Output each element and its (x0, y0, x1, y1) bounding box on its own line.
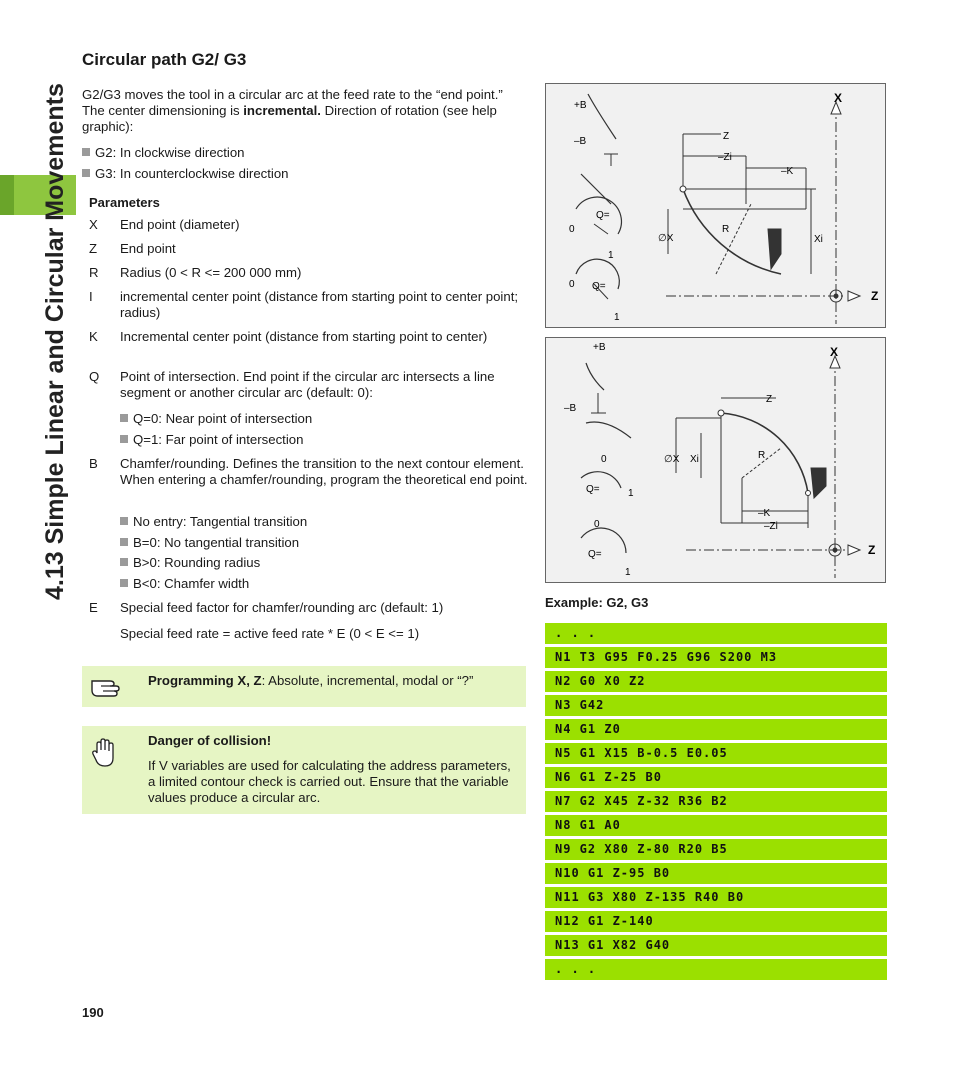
collision-warning-note (82, 726, 526, 814)
q-one-label: 1 (608, 250, 614, 261)
code-line: N9 G2 X80 Z-80 R20 B5 (545, 839, 887, 860)
collision-warning-text: If V variables are used for calculating the address parameters, a limited contour check is carried out. Ensure that the variable values produce a circular arc. (148, 758, 511, 805)
bullet-square-icon (120, 517, 128, 525)
bullet-g3 (82, 166, 289, 182)
g2-help-graphic (545, 83, 886, 328)
dim-r-label: R (722, 224, 730, 235)
warning-hand-icon (92, 738, 118, 775)
chapter-side-title (16, 0, 69, 1091)
bullet-square-icon (120, 414, 128, 422)
b-option-3 (120, 576, 249, 592)
dim-diameter-x-label: ∅X (664, 454, 680, 465)
code-line: N13 G1 X82 G40 (545, 935, 887, 956)
q-label: Q= (586, 484, 600, 495)
bullet-square-icon (82, 148, 90, 156)
dim-z-label: Z (766, 394, 773, 405)
param-desc: Radius (0 < R <= 200 000 mm) (120, 265, 302, 280)
chapter-tab-edge (0, 175, 14, 215)
param-desc: Special feed factor for chamfer/rounding arc (default: 1) (120, 600, 444, 615)
pointing-hand-icon (90, 675, 124, 704)
q-zero-label-2: 0 (569, 279, 575, 290)
programming-note-text (148, 673, 518, 689)
b-option-text: No entry: Tangential transition (133, 514, 308, 529)
code-line: N5 G1 X15 B-0.5 E0.05 (545, 743, 887, 764)
param-key: I (89, 289, 93, 304)
bullet-text: G3: In counterclockwise direction (95, 166, 289, 181)
code-line: N2 G0 X0 Z2 (545, 671, 887, 692)
section-heading: Circular path G2/ G3 (82, 50, 247, 69)
q-zero-label-2: 0 (594, 519, 600, 530)
g3-help-graphic (545, 337, 886, 583)
param-desc: Incremental center point (distance from starting point to center) (120, 329, 488, 344)
z-axis-label: Z (871, 289, 879, 303)
dim-zi-label: –Zi (764, 521, 778, 532)
dim-z-label: Z (723, 131, 730, 142)
code-line: . . . (545, 623, 887, 644)
bullet-square-icon (120, 558, 128, 566)
intro-text-2: Direction of rotation (see help graphic): (82, 103, 497, 134)
plus-b-label: +B (593, 342, 606, 353)
q-one-label: 1 (628, 488, 634, 499)
bullet-g2 (82, 145, 245, 161)
g2-diagram (546, 84, 885, 327)
param-key: Q (89, 369, 100, 384)
dim-k-label: –K (758, 508, 771, 519)
z-axis-label: Z (868, 543, 876, 557)
param-key: Z (89, 241, 98, 256)
minus-b-label: –B (564, 403, 577, 414)
b-option-0 (120, 514, 307, 530)
q-label-2: Q= (588, 549, 602, 560)
q-option-text: Q=1: Far point of intersection (133, 432, 304, 447)
code-line: N12 G1 Z-140 (545, 911, 887, 932)
q-option-text: Q=0: Near point of intersection (133, 411, 313, 426)
param-key: B (89, 456, 98, 471)
param-desc: Point of intersection. End point if the circular arc intersects a line segment or another circular arc (default: 0): (120, 369, 495, 400)
q-label-2: Q= (592, 281, 606, 292)
dim-k-label: –K (781, 166, 794, 177)
g3-diagram (546, 338, 885, 582)
b-option-1 (120, 535, 299, 551)
bullet-square-icon (82, 169, 90, 177)
bullet-square-icon (120, 435, 128, 443)
param-key: E (89, 600, 98, 615)
code-line: N1 T3 G95 F0.25 G96 S200 M3 (545, 647, 887, 668)
x-axis-label: X (830, 345, 839, 359)
q-one-label-2: 1 (614, 312, 620, 323)
param-desc: Chamfer/rounding. Defines the transition to the next contour element. When entering a chamfer/rounding, program the theoretical end point. (120, 456, 528, 487)
programming-note-bold: Programming X, Z (148, 673, 262, 688)
programming-note (82, 666, 526, 707)
intro-bold: incremental. (243, 103, 321, 118)
x-axis-label: X (834, 91, 843, 105)
chapter-side-title-text: 4.13 Simple Linear and Circular Movements (41, 83, 69, 600)
param-desc: End point (120, 241, 176, 256)
bullet-square-icon (120, 538, 128, 546)
q-one-label-2: 1 (625, 567, 631, 578)
b-option-2 (120, 555, 260, 571)
parameters-heading: Parameters (89, 195, 160, 210)
b-option-text: B<0: Chamfer width (133, 576, 250, 591)
e-formula: Special feed rate = active feed rate * E (0 < E <= 1) (120, 626, 420, 641)
code-line: N3 G42 (545, 695, 887, 716)
dim-xi-label: Xi (690, 454, 699, 465)
dim-zi-label: –Zi (718, 152, 732, 163)
code-line: N10 G1 Z-95 B0 (545, 863, 887, 884)
intro-paragraph (82, 87, 527, 135)
dim-r-label: R (758, 450, 766, 461)
param-key: X (89, 217, 98, 232)
b-option-text: B>0: Rounding radius (133, 555, 261, 570)
code-line: N8 G1 A0 (545, 815, 887, 836)
code-line: N11 G3 X80 Z-135 R40 B0 (545, 887, 887, 908)
dim-xi-label: Xi (814, 234, 823, 245)
dim-diameter-x-label: ∅X (658, 233, 674, 244)
plus-b-label: +B (574, 100, 587, 111)
param-desc: incremental center point (distance from starting point to center point; radius) (120, 289, 519, 320)
b-option-text: B=0: No tangential transition (133, 535, 300, 550)
q-label: Q= (596, 210, 610, 221)
param-key: K (89, 329, 98, 344)
intro-text-1: G2/G3 moves the tool in a circular arc at the feed rate to the “end point.” The center dimensioning is (82, 87, 503, 118)
example-title: Example: G2, G3 (545, 595, 649, 610)
bullet-square-icon (120, 579, 128, 587)
q-option-1 (120, 432, 303, 448)
page-number: 190 (82, 1005, 104, 1020)
minus-b-label: –B (574, 136, 587, 147)
code-line: N7 G2 X45 Z-32 R36 B2 (545, 791, 887, 812)
q-zero-label: 0 (569, 224, 575, 235)
q-option-0 (120, 411, 312, 427)
code-line: N6 G1 Z-25 B0 (545, 767, 887, 788)
param-desc: End point (diameter) (120, 217, 240, 232)
bullet-text: G2: In clockwise direction (95, 145, 245, 160)
q-zero-label: 0 (601, 454, 607, 465)
code-line: N4 G1 Z0 (545, 719, 887, 740)
param-key: R (89, 265, 99, 280)
code-line: . . . (545, 959, 887, 980)
programming-note-body: : Absolute, incremental, modal or “?” (261, 673, 474, 688)
collision-warning-title: Danger of collision! (148, 733, 272, 748)
